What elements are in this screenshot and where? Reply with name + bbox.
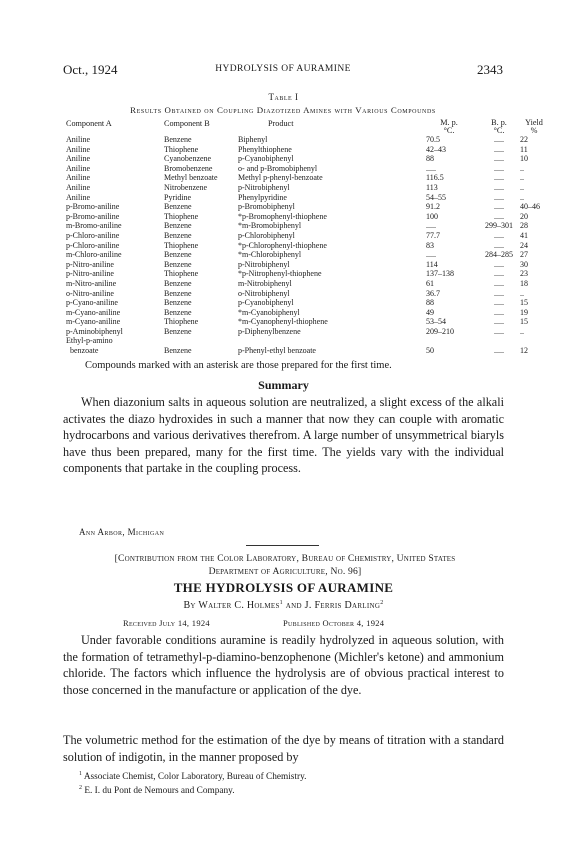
cell-boiling-point: ..... [494, 326, 504, 336]
body-paragraph-2: The volumetric method for the estimation of the dye by means of titration with a standard solution of indigotin, in the manner proposed by [63, 733, 504, 764]
footnote-2 [79, 785, 235, 796]
table-row [66, 317, 548, 327]
cell-boiling-point: ..... [494, 269, 504, 279]
cell-boiling-point: ..... [494, 230, 504, 240]
cell-component-a: Aniline [66, 173, 90, 183]
cell-melting-point: ..... [426, 163, 436, 173]
cell-melting-point: 42–43 [426, 144, 446, 154]
mp-unit: °C. [443, 126, 455, 135]
table-title: Results Obtained on Coupling Diazotized Amines with Various Compounds [130, 105, 436, 115]
cell-component-b: Benzene [164, 307, 192, 317]
table-row [66, 336, 548, 346]
running-title: HYDROLYSIS OF AURAMINE [215, 64, 351, 74]
bp-label: B. p. [491, 118, 507, 127]
cell-boiling-point: ..... [494, 278, 504, 288]
cell-melting-point: 137–138 [426, 269, 454, 279]
footnote-2-text: E. I. du Pont de Nemours and Company. [84, 786, 235, 796]
bp-unit: °C. [493, 126, 505, 135]
cell-product: o- and p-Bromobiphenyl [238, 163, 318, 173]
cell-melting-point: 113 [426, 182, 438, 192]
contribution-line-1: [Contribution from the Color Laboratory, Bureau of Chemistry, United States [114, 553, 456, 564]
cell-melting-point: 91.2 [426, 202, 440, 212]
table-row [66, 212, 548, 222]
yield-label: Yield [525, 118, 543, 127]
cell-component-a: Aniline [66, 182, 90, 192]
cell-yield: .. [520, 326, 524, 336]
cell-component-b: Benzene [164, 202, 192, 212]
cell-melting-point: 53–54 [426, 317, 446, 327]
table-row [66, 241, 548, 251]
cell-product [238, 336, 420, 346]
table-footnote: Compounds marked with an asterisk are those prepared for the first time. [85, 360, 392, 371]
cell-component-b: Cyanobenzene [164, 154, 212, 164]
cell-melting-point: 61 [426, 278, 434, 288]
cell-component-a: m-Cyano-aniline [66, 317, 121, 327]
cell-yield: 18 [520, 278, 528, 288]
table-row [66, 193, 548, 203]
cell-melting-point: ..... [426, 250, 436, 260]
col-header-product: Product [268, 119, 294, 128]
cell-yield [520, 336, 548, 346]
table-row [66, 221, 548, 231]
contribution-note [55, 552, 515, 578]
cell-product: m-Nitrobiphenyl [238, 278, 292, 288]
cell-component-a: benzoate [66, 346, 99, 356]
col-header-component-b: Component B [164, 119, 210, 128]
cell-component-b: Benzene [164, 288, 192, 298]
cell-component-b: Bromobenzene [164, 163, 213, 173]
cell-yield: .. [520, 182, 524, 192]
summary-paragraph: When diazonium salts in aqueous solution are neutralized, a slight excess of the alkali activates the diazo hydroxides in such a manner that now they can couple with aromatic hydrocarbons and various derivatives therefrom. A large number of unsymmetrical biaryls have thus been prepared, many for the first time. The yields vary with the individual components that partake in the coupling process. [63, 395, 504, 475]
cell-product: *m-Cyanophenyl-thiophene [238, 317, 328, 327]
cell-melting-point: 36.7 [426, 288, 440, 298]
footnote-ref-2: 2 [380, 600, 384, 606]
cell-boiling-point: ..... [494, 211, 504, 221]
cell-yield: 15 [520, 298, 528, 308]
cell-component-b [164, 336, 238, 346]
table-row [66, 279, 548, 289]
table-row [66, 173, 548, 183]
cell-component-a: Ethyl-p-amino [66, 336, 113, 346]
table-row [66, 250, 548, 260]
col-header-component-a: Component A [66, 119, 112, 128]
cell-component-b: Thiophene [164, 269, 199, 279]
cell-component-a: Aniline [66, 154, 90, 164]
table-row [66, 145, 548, 155]
cell-component-a: p-Nitro-aniline [66, 259, 114, 269]
table-row [66, 231, 548, 241]
col-header-mp [420, 119, 478, 135]
cell-yield: 23 [520, 269, 528, 279]
cell-boiling-point: ..... [494, 135, 504, 144]
cell-melting-point: 100 [426, 211, 438, 221]
cell-boiling-point: ..... [494, 202, 504, 212]
cell-component-a: p-Aminobiphenyl [66, 326, 123, 336]
table-row [66, 269, 548, 279]
body-paragraph-1: Under favorable conditions auramine is readily hydrolyzed in aqueous solution, with the formation of tetramethyl-p-diamino-benzophenone (Michler's ketone) and ammonium chloride. The factors which influence the hydrolysis are of obvious practical interest to those concerned in the manufacture or application of the dye. [63, 633, 504, 697]
table-row [66, 346, 548, 356]
table-row [66, 298, 548, 308]
cell-product: p-Diphenylbenzene [238, 326, 301, 336]
cell-product: *m-Cyanobiphenyl [238, 307, 300, 317]
cell-product: Phenylthiophene [238, 144, 292, 154]
cell-component-b: Thiophene [164, 317, 199, 327]
cell-boiling-point: ..... [494, 173, 504, 183]
cell-component-b: Nitrobenzene [164, 182, 208, 192]
byline-author-1: By Walter C. Holmes [183, 600, 280, 611]
cell-component-b: Benzene [164, 221, 192, 231]
cell-product: Phenylpyridine [238, 192, 287, 202]
cell-component-a: p-Chloro-aniline [66, 230, 120, 240]
cell-product: *m-Bromobiphenyl [238, 221, 302, 231]
cell-yield: .. [520, 192, 524, 202]
cell-product: *p-Nitrophenyl-thiophene [238, 269, 322, 279]
byline-author-2: and J. Ferris Darling [282, 600, 381, 611]
cell-melting-point: 116.5 [426, 173, 444, 183]
results-table [66, 119, 548, 356]
cell-yield: 19 [520, 307, 528, 317]
cell-component-b: Benzene [164, 278, 192, 288]
summary-heading: Summary [258, 378, 309, 392]
cell-melting-point: 77.7 [426, 230, 440, 240]
published-date: Published October 4, 1924 [283, 618, 385, 628]
table-row [66, 289, 548, 299]
cell-component-a: p-Bromo-aniline [66, 211, 120, 221]
cell-product: o-Nitrobiphenyl [238, 288, 290, 298]
cell-product: p-Nitrobiphenyl [238, 259, 290, 269]
cell-boiling-point: ..... [494, 307, 504, 317]
cell-component-a: p-Cyano-aniline [66, 298, 118, 308]
cell-component-b: Pyridine [164, 192, 192, 202]
cell-component-b: Benzene [164, 230, 192, 240]
col-header-yield [520, 119, 548, 135]
cell-component-b: Benzene [164, 135, 192, 144]
cell-component-a: p-Chloro-aniline [66, 240, 120, 250]
cell-yield: .. [520, 173, 524, 183]
cell-yield: 27 [520, 250, 528, 260]
cell-yield: .. [520, 288, 524, 298]
yield-unit: % [530, 126, 538, 135]
cell-component-a: p-Nitro-aniline [66, 269, 114, 279]
cell-component-b: Thiophene [164, 144, 199, 154]
table-caption: Table I [268, 92, 299, 102]
table-row [66, 308, 548, 318]
cell-yield: 10 [520, 154, 528, 164]
cell-component-a: o-Nitro-aniline [66, 288, 114, 298]
cell-boiling-point: ..... [494, 259, 504, 269]
table-row [66, 183, 548, 193]
cell-component-a: Aniline [66, 135, 90, 144]
cell-product: p-Chlorobiphenyl [238, 230, 295, 240]
cell-melting-point: ..... [426, 221, 436, 231]
cell-product: *m-Chlorobiphenyl [238, 250, 302, 260]
cell-melting-point: 49 [426, 307, 434, 317]
table-row [66, 135, 548, 145]
cell-boiling-point: ..... [494, 298, 504, 308]
cell-component-a: m-Nitro-aniline [66, 278, 117, 288]
cell-component-b: Benzene [164, 250, 192, 260]
byline [0, 600, 567, 611]
cell-melting-point: 209–210 [426, 326, 454, 336]
cell-yield: 12 [520, 346, 528, 356]
cell-component-b: Thiophene [164, 211, 199, 221]
cell-component-b: Benzene [164, 259, 192, 269]
cell-melting-point: 88 [426, 298, 434, 308]
cell-component-b: Benzene [164, 326, 192, 336]
cell-product: p-Phenyl-ethyl benzoate [238, 346, 316, 356]
running-header [63, 62, 503, 80]
cell-boiling-point: ..... [494, 144, 504, 154]
cell-yield: 20 [520, 211, 528, 221]
cell-component-a: Aniline [66, 163, 90, 173]
author-location: Ann Arbor, Michigan [79, 527, 165, 537]
table-header-row [66, 119, 548, 135]
footnote-2-mark: 2 [79, 785, 82, 791]
cell-yield: 11 [520, 144, 528, 154]
cell-product: p-Nitrobiphenyl [238, 182, 290, 192]
cell-boiling-point: ..... [494, 192, 504, 202]
cell-boiling-point: 284–285 [485, 250, 513, 260]
footnote-1-text: Associate Chemist, Color Laboratory, Bureau of Chemistry. [83, 772, 307, 782]
cell-boiling-point: ..... [494, 163, 504, 173]
cell-melting-point: 54–55 [426, 192, 446, 202]
table-row [66, 327, 548, 337]
cell-yield: 30 [520, 259, 528, 269]
cell-component-b: Benzene [164, 346, 192, 356]
cell-boiling-point: ..... [494, 346, 504, 356]
cell-yield: 15 [520, 317, 528, 327]
cell-boiling-point: 299–301 [485, 221, 513, 231]
cell-component-b: Thiophene [164, 240, 199, 250]
cell-component-a: m-Bromo-aniline [66, 221, 122, 231]
cell-component-a: m-Cyano-aniline [66, 307, 121, 317]
cell-component-b: Benzene [164, 298, 192, 308]
cell-boiling-point [478, 336, 520, 346]
cell-yield: 22 [520, 135, 528, 144]
cell-boiling-point: ..... [494, 154, 504, 164]
cell-melting-point [420, 336, 478, 346]
cell-melting-point: 88 [426, 154, 434, 164]
article-title: THE HYDROLYSIS OF AURAMINE [173, 580, 394, 595]
cell-component-a: p-Bromo-aniline [66, 202, 120, 212]
cell-melting-point: 50 [426, 346, 434, 356]
col-header-bp [478, 119, 520, 135]
page-number: 2343 [477, 62, 503, 77]
cell-product: p-Bromobiphenyl [238, 202, 295, 212]
cell-melting-point: 83 [426, 240, 434, 250]
issue-date: Oct., 1924 [63, 62, 118, 77]
cell-melting-point: 70.5 [426, 135, 440, 144]
cell-product: *p-Chlorophenyl-thiophene [238, 240, 327, 250]
cell-component-b: Methyl benzoate [164, 173, 218, 183]
cell-component-a: Aniline [66, 192, 90, 202]
cell-product: *p-Bromophenyl-thiophene [238, 211, 327, 221]
cell-yield: 41 [520, 230, 528, 240]
cell-boiling-point: ..... [494, 317, 504, 327]
section-divider [246, 545, 319, 546]
cell-boiling-point: ..... [494, 240, 504, 250]
mp-label: M. p. [440, 118, 458, 127]
cell-melting-point: 114 [426, 259, 438, 269]
received-date: Received July 14, 1924 [123, 618, 210, 628]
contribution-line-2: Department of Agriculture, No. 96] [208, 566, 362, 577]
cell-product: p-Cyanobiphenyl [238, 154, 294, 164]
cell-product: Methyl p-phenyl-benzoate [238, 173, 323, 183]
cell-yield: 40–46 [520, 202, 540, 212]
footnote-1 [79, 771, 306, 782]
cell-component-a: m-Chloro-aniline [66, 250, 122, 260]
cell-yield: .. [520, 163, 524, 173]
cell-boiling-point: ..... [494, 288, 504, 298]
cell-product: p-Cyanobiphenyl [238, 298, 294, 308]
footnote-1-mark: 1 [79, 771, 82, 777]
table-row [66, 154, 548, 164]
table-body [66, 135, 548, 356]
table-row [66, 260, 548, 270]
table-row [66, 164, 548, 174]
cell-product: Biphenyl [238, 135, 268, 144]
cell-yield: 28 [520, 221, 528, 231]
table-row [66, 202, 548, 212]
cell-yield: 24 [520, 240, 528, 250]
cell-component-a: Aniline [66, 144, 90, 154]
cell-boiling-point: ..... [494, 182, 504, 192]
footnote-ref-1: 1 [279, 600, 283, 606]
